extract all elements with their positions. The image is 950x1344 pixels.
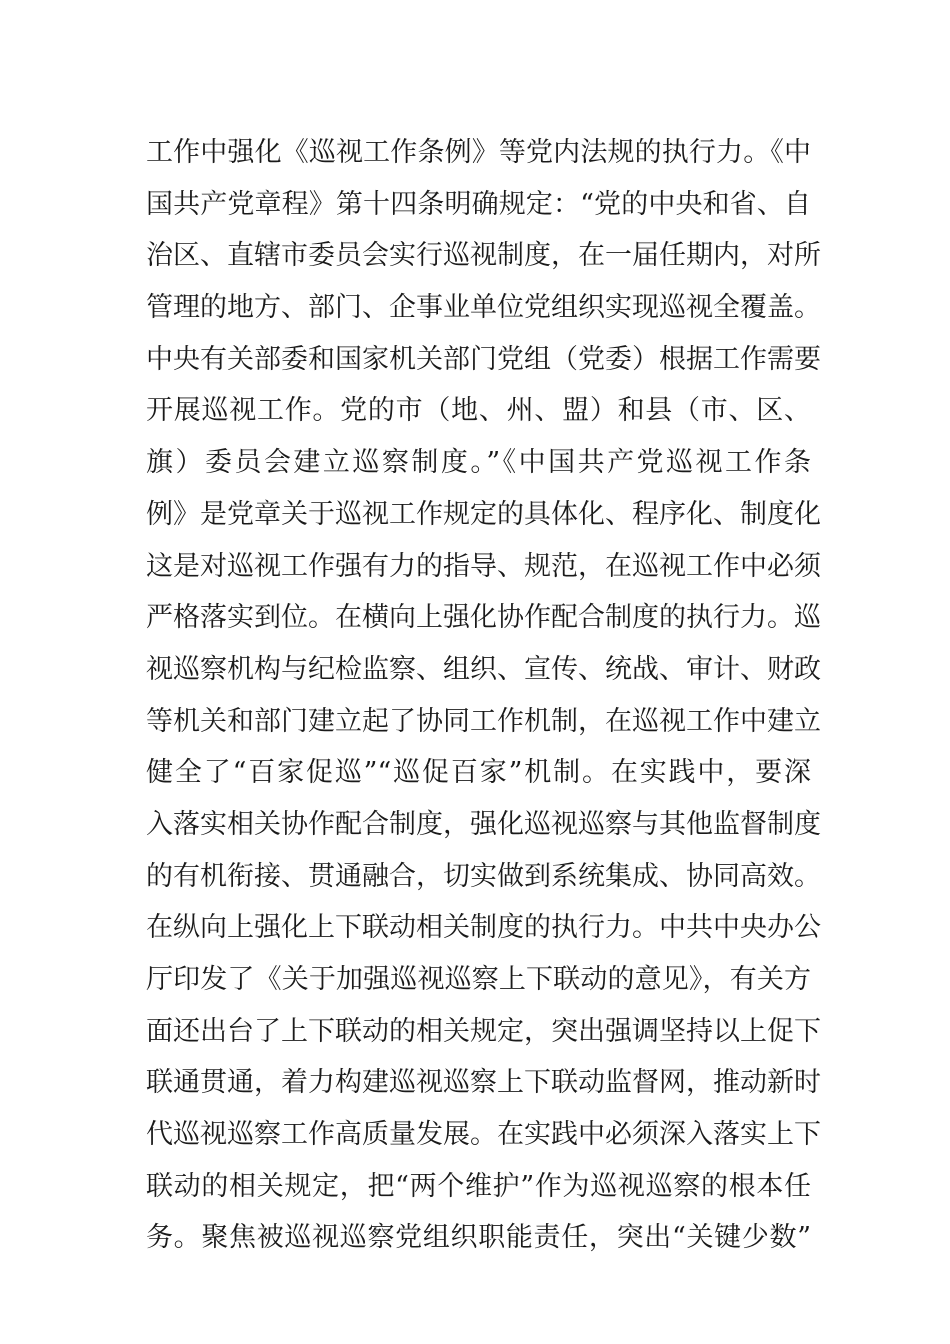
text-line-1: 工作中强化《巡视工作条例》等党内法规的执行力。《中	[146, 137, 811, 168]
text-line-4: 管理的地方、部门、企事业单位党组织实现巡视全覆盖。	[146, 292, 821, 324]
text-line-12: 等机关和部门建立起了协同工作机制，在巡视工作中建立	[146, 705, 821, 737]
text-line-5: 中央有关部委和国家机关部门党组（党委）根据工作需要	[146, 343, 821, 375]
text-line-19: 联通贯通，着力构建巡视巡察上下联动监督网，推动新时	[146, 1067, 821, 1099]
text-line-9: 这是对巡视工作强有力的指导、规范，在巡视工作中必须	[146, 550, 821, 582]
text-line-6: 开展巡视工作。党的市（地、州、盟）和县（市、区、	[146, 395, 811, 427]
text-line-10: 严格落实到位。在横向上强化协作配合制度的执行力。巡	[146, 602, 821, 634]
text-line-3: 治区、直辖市委员会实行巡视制度，在一届任期内，对所	[146, 240, 821, 272]
text-line-15: 的有机衔接、贯通融合，切实做到系统集成、协同高效。	[146, 860, 821, 892]
text-line-17: 厅印发了《关于加强巡视巡察上下联动的意见》，有关方	[146, 964, 811, 995]
text-line-2: 国共产党章程》第十四条明确规定：“党的中央和省、自	[146, 188, 811, 220]
text-line-21: 联动的相关规定，把“两个维护”作为巡视巡察的根本任	[146, 1170, 811, 1202]
text-line-11: 视巡察机构与纪检监察、组织、宣传、统战、审计、财政	[146, 653, 821, 685]
text-line-14: 入落实相关协作配合制度，强化巡视巡察与其他监督制度	[146, 808, 821, 840]
text-line-22: 务。聚焦被巡视巡察党组织职能责任，突出“关键少数”	[146, 1222, 811, 1254]
text-line-16: 在纵向上强化上下联动相关制度的执行力。中共中央办公	[146, 912, 821, 944]
text-line-8: 例》是党章关于巡视工作规定的具体化、程序化、制度化	[146, 498, 821, 530]
text-line-13: 健全了“百家促巡”“巡促百家”机制。在实践中，要深	[146, 757, 811, 789]
body-text	[146, 127, 821, 1264]
text-line-18: 面还出台了上下联动的相关规定，突出强调坚持以上促下	[146, 1015, 821, 1047]
text-line-7: 旗）委员会建立巡察制度。”《中国共产党巡视工作条	[146, 447, 811, 479]
text-line-20: 代巡视巡察工作高质量发展。在实践中必须深入落实上下	[146, 1119, 821, 1151]
